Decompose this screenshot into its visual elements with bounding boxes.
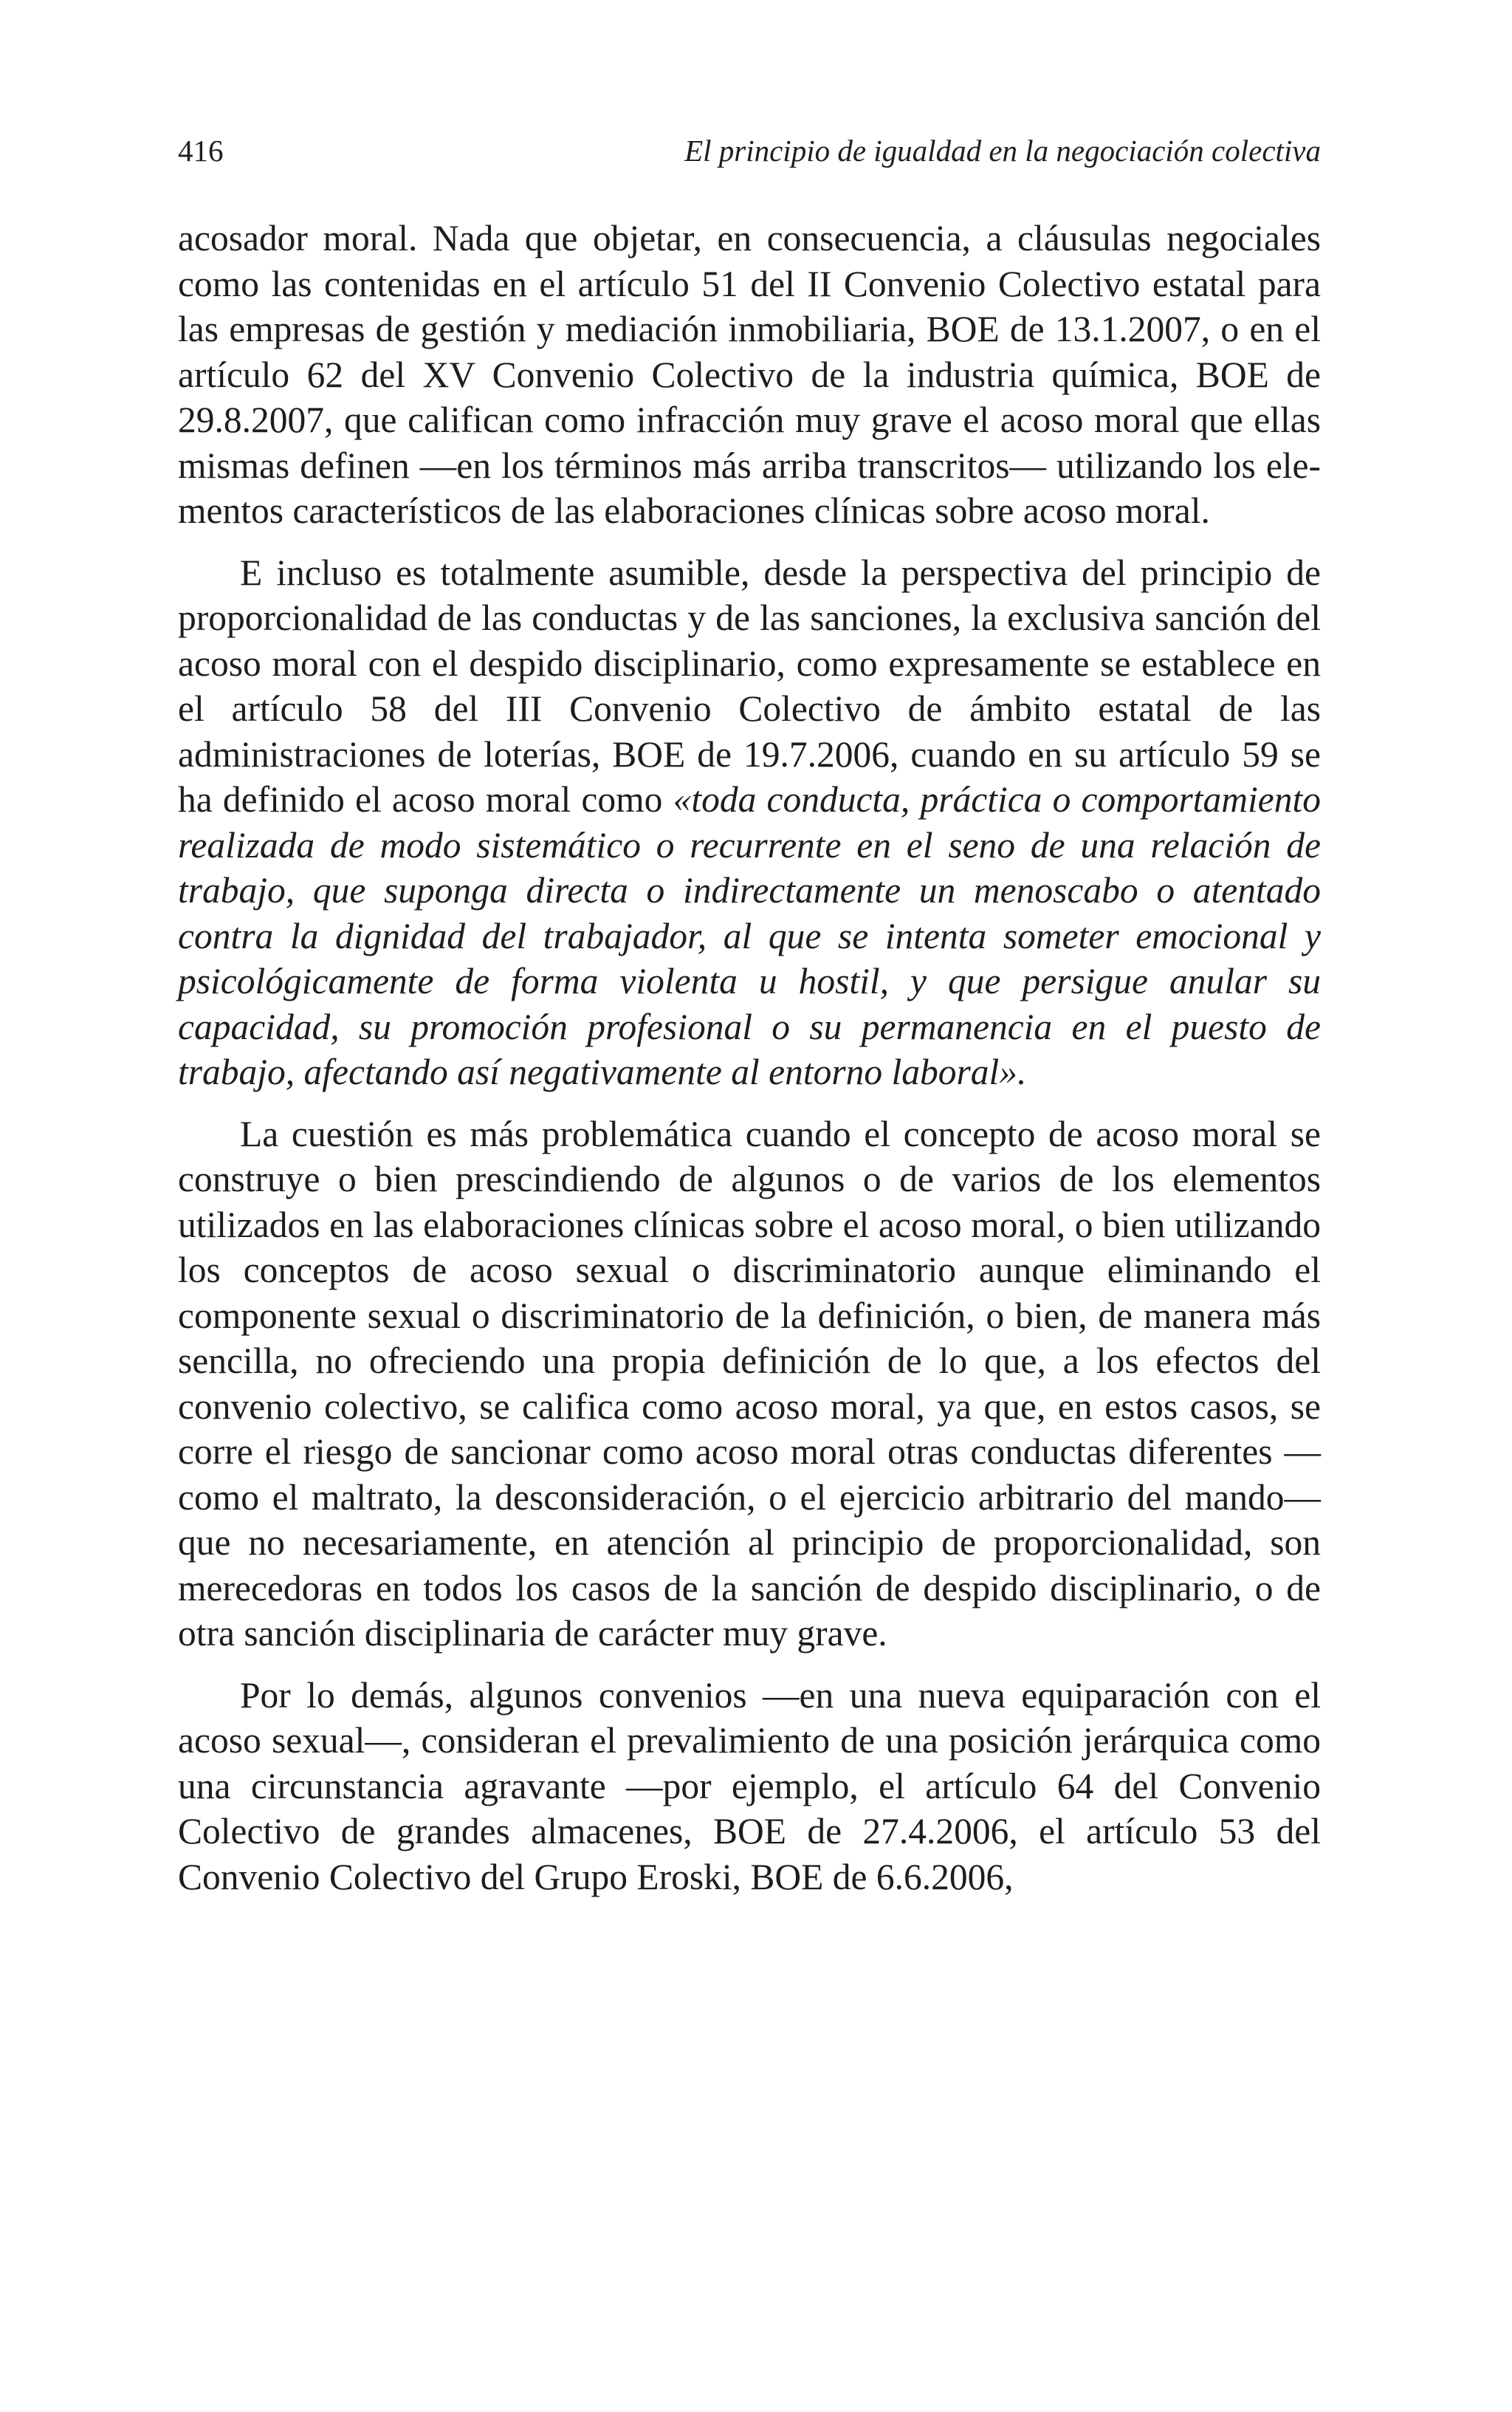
paragraph-continuation: acosador moral. Nada que objetar, en consecuencia, a cláusulas negociales como las contenidas en el artículo 51 del II Convenio Colectivo estatal para las empresas de gestión y mediación inmobiliaria, BOE de 13.1.2007, o en el artículo 62 del XV Convenio Colectivo de la industria química, BOE de 29.8.2007, que califican como infracción muy grave el acoso moral que ellas mismas definen —en los términos más arriba transcritos— utilizando los elementos característicos de las elaboraciones clínicas sobre acoso moral. [178, 218, 1321, 531]
running-header [178, 133, 1321, 168]
book-page [178, 133, 1321, 1916]
body-text [178, 216, 1321, 1899]
paragraph: Por lo demás, algunos convenios —en una nueva equiparación con el acoso sexual—, consideran el prevalimiento de una posición jerárquica como una circunstancia agravante —por ejemplo, el artículo 64 del Convenio Colectivo de grandes almacenes, BOE de 27.4.2006, el artículo 53 del Convenio Colectivo del Grupo Eroski, BOE de 6.6.2006, [178, 1674, 1321, 1897]
paragraph-text: E incluso es totalmente asumible, desde la perspectiva del principio de proporcionalidad de las conductas y de las sanciones, la exclusiva sanción del acoso moral con el despido disciplinario, como expresamente se establece en el artículo 58 del III Convenio Colectivo de ámbito estatal de las administraciones de loterías, BOE de 19.7.2006, cuando en su artículo 59 se ha definido el acoso moral como [178, 552, 1321, 820]
paragraph-with-quote [178, 550, 1321, 1095]
paragraph: La cuestión es más problemática cuando el concepto de acoso moral se construye o bien prescindiendo de algunos o de varios de los elementos utilizados en las elaboraciones clínicas sobre el acoso moral, o bien utilizando los conceptos de acoso sexual o discriminatorio aunque eliminando el componente sexual o discriminatorio de la definición, o bien, de manera más sencilla, no ofreciendo una propia definición de lo que, a los efectos del convenio colectivo, se califica como acoso moral, ya que, en estos casos, se corre el riesgo de sancionar como acoso moral otras conductas diferentes —como el maltrato, la desconsideración, o el ejercicio arbitrario del mando— que no necesariamente, en atención al principio de proporcionalidad, son merecedoras en todos los casos de la sanción de despido disciplinario, o de otra sanción disciplinaria de carácter muy grave. [178, 1113, 1321, 1654]
running-title: El principio de igualdad en la negociación colectiva [684, 134, 1321, 168]
page-number: 416 [178, 134, 224, 168]
quoted-definition: «toda conducta, práctica o comportamiento realizada de modo sistemático o recurrente en el seno de una relación de trabajo, que suponga directa o indirectamente un menoscabo o atentado contra la dignidad del trabajador, al que se intenta someter emocional y psicológicamente de forma violenta u hostil, y que persigue anular su capacidad, su promoción profesional o su permanencia en el puesto de trabajo, afectando así negativamente al entorno laboral». [178, 779, 1321, 1092]
